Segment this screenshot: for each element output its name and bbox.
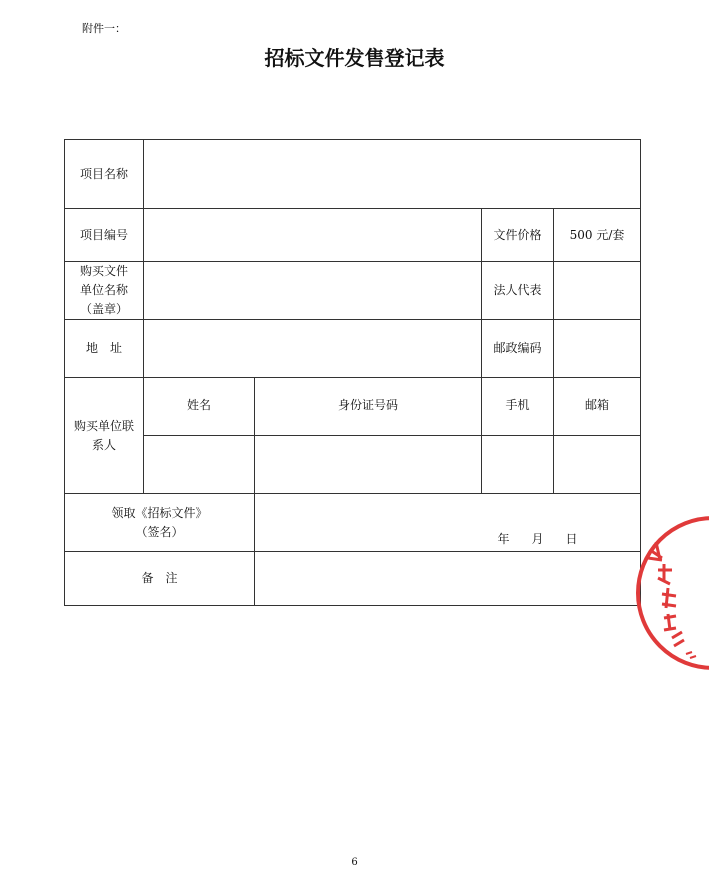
project-name-row — [65, 140, 641, 209]
buyer-unit-row — [65, 262, 641, 320]
col-id-header: 身份证号码 — [255, 378, 482, 436]
receive-row — [65, 494, 641, 552]
date-year: 年 — [497, 532, 510, 546]
buyer-unit-label-line1: 购买文件 — [79, 264, 128, 278]
seal-glyph-4 — [664, 614, 676, 630]
postcode-field[interactable] — [554, 320, 641, 378]
buyer-unit-field[interactable] — [144, 262, 482, 320]
page-title: 招标文件发售登记表 — [264, 46, 445, 70]
receive-label-line1: 领取《招标文件》 — [111, 505, 208, 520]
project-name-label: 项目名称 — [65, 140, 144, 209]
col-name-header: 姓名 — [144, 378, 255, 436]
contact-id-field[interactable] — [255, 436, 482, 494]
seal-glyph-2 — [658, 564, 672, 584]
buyer-unit-label-line3: （盖章） — [79, 302, 128, 316]
project-name-field[interactable] — [144, 140, 641, 209]
receive-signature-field[interactable] — [255, 494, 641, 552]
project-no-label: 项目编号 — [65, 209, 144, 262]
remarks-field[interactable] — [255, 552, 641, 606]
contact-label-line1: 购买单位联 — [73, 418, 134, 433]
page-number: 6 — [351, 857, 358, 868]
project-no-field[interactable] — [144, 209, 482, 262]
seal-glyph-6 — [686, 652, 696, 658]
contact-phone-field[interactable] — [482, 436, 554, 494]
seal-glyph-5 — [672, 632, 684, 646]
buyer-unit-label — [65, 262, 144, 320]
buyer-unit-label-line2: 单位名称 — [79, 283, 128, 297]
contact-label — [65, 378, 144, 494]
postcode-label: 邮政编码 — [482, 320, 554, 378]
date-day: 日 — [565, 532, 578, 546]
legal-rep-label: 法人代表 — [482, 262, 554, 320]
seal-ring — [638, 518, 709, 668]
address-row — [65, 320, 641, 378]
contact-header-row — [65, 378, 641, 436]
remarks-row — [65, 552, 641, 606]
col-email-header: 邮箱 — [554, 378, 641, 436]
registration-form-table — [64, 139, 641, 606]
contact-email-field[interactable] — [554, 436, 641, 494]
contact-name-field[interactable] — [144, 436, 255, 494]
address-label: 地 址 — [65, 320, 144, 378]
receive-label — [65, 494, 255, 552]
seal-glyph-3 — [662, 588, 676, 608]
address-field[interactable] — [144, 320, 482, 378]
date-month: 月 — [531, 532, 544, 546]
file-price-value: 500 元/套 — [554, 209, 641, 262]
remarks-label: 备 注 — [65, 552, 255, 606]
legal-rep-field[interactable] — [554, 262, 641, 320]
contact-label-line2: 系人 — [91, 437, 116, 452]
attachment-label: 附件一： — [82, 22, 126, 35]
project-no-row — [65, 209, 641, 262]
contact-entry-row — [65, 436, 641, 494]
col-phone-header: 手机 — [482, 378, 554, 436]
company-seal-stamp — [628, 508, 709, 678]
file-price-label: 文件价格 — [482, 209, 554, 262]
receive-label-line2: （签名） — [135, 524, 184, 539]
date-line — [497, 530, 577, 549]
